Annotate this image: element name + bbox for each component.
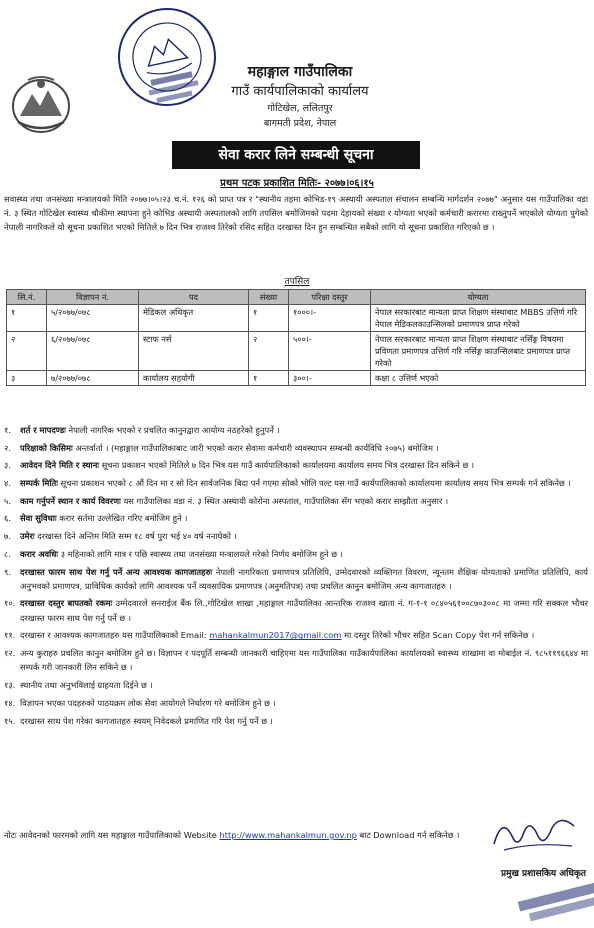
cell-sn: ३ xyxy=(7,371,47,386)
term-text: स्थानीय तथा अनुभविलाई ग्राहयता दिईने छ । xyxy=(20,680,153,691)
cell-qualification: नेपाल सरकारबाट मान्यता प्राप्त शिक्षण संस्थाबाट MBBS उत्तिर्ण गरि नेपाल मेडिकलकाउन्सिलको प्रमाणपत्र प्राप्त गरेको xyxy=(371,305,586,332)
col-header-count: संख्या xyxy=(249,290,289,305)
note-text-after: बाट Download गर्न सकिनेछ । xyxy=(356,830,460,840)
term-label: आवेदन दिने मिति र स्थानः xyxy=(20,460,99,471)
signature-icon xyxy=(484,806,584,856)
table-caption: तपसिल xyxy=(284,277,310,287)
term-text: ३ महिनाको लागि मात्र र पछि स्वास्थ्य तथा जनसंख्या मन्त्रालयले गरेको निर्णय बमोजिम हुने छ । xyxy=(58,548,343,559)
term-number: ५. xyxy=(4,495,11,506)
term-text: दरखास्त साथ पेश गरेका कागजातहरु स्वयम् निवेदकले प्रमाणित गरि पेश गर्नु पर्ने छ । xyxy=(20,715,273,726)
term-text: विज्ञापन भएका पदहरुको पाठयक्रम लोक सेवा आयोगले निर्धारण गरे बमोजिम हुने छ । xyxy=(20,697,276,708)
term-text: नेपाली नागरिक भएको र प्रचलित कानुनद्वारा आयोग्य नठहरेको हुनुपर्ने । xyxy=(65,425,280,435)
term-item xyxy=(4,628,588,642)
term-text: दरखास्त र आवश्यक कागजातहरु यस गाउँपालिकाको Email: xyxy=(20,630,210,641)
letterhead xyxy=(150,62,450,131)
term-number: १३. xyxy=(4,680,16,691)
cell-sn: १ xyxy=(7,305,47,332)
col-header-qualification: योग्यता xyxy=(371,290,586,305)
cell-ad-no: ५/२०७७/०७८ xyxy=(47,305,139,332)
term-number: ६. xyxy=(4,513,11,524)
term-item xyxy=(4,458,588,472)
term-label: काम गर्नुपर्ने स्थान र कार्य विवरणः xyxy=(20,495,121,506)
term-item xyxy=(4,423,588,437)
term-text: अन्तर्वार्ता । (महाङ्गाल गाउँपालिकाबाट जारी भएको करार सेवामा कर्मचारी व्यवस्थापन सम्बन्धी कार्यविधि २०७५) बमोजिम । xyxy=(72,442,439,453)
email-link[interactable]: mahankalmun2017@gmail.com xyxy=(209,630,342,641)
term-item xyxy=(4,511,588,525)
cell-post: मेडिकल अधिकृत xyxy=(139,305,249,332)
cell-post: कार्यालय सहयोगी xyxy=(139,371,249,386)
office-name: महाङ्गाल गाउँपालिका xyxy=(247,64,353,80)
term-item xyxy=(4,547,588,561)
cell-fee: ५००।- xyxy=(289,332,371,371)
table-row xyxy=(7,305,586,332)
term-number: ४. xyxy=(4,478,11,489)
office-province: बागमती प्रदेश, नेपाल xyxy=(263,118,337,129)
term-label: सम्पर्क मितिः xyxy=(20,478,58,489)
term-item xyxy=(4,529,588,543)
cell-post: स्टाफ नर्स xyxy=(139,332,249,371)
col-header-fee: परिक्षा दस्तुर xyxy=(289,290,371,305)
nepal-emblem-icon xyxy=(8,72,74,138)
col-header-post: पद xyxy=(139,290,249,305)
officer-stamp-icon xyxy=(508,868,594,928)
term-item xyxy=(4,678,588,692)
website-link[interactable]: http://www.mahankalmun.gov.np xyxy=(219,830,357,840)
term-label: सेवा सुविधाः xyxy=(20,513,57,524)
term-label: शर्त र मापदण्डः xyxy=(20,425,66,435)
term-number: ३. xyxy=(4,460,11,471)
term-number: १२. xyxy=(4,648,16,659)
table-row xyxy=(7,332,586,371)
office-location: गोटिखेल, ललितपुर xyxy=(267,103,333,114)
term-item xyxy=(4,476,588,490)
term-item xyxy=(4,494,588,508)
col-header-sn: सि.नं. xyxy=(7,290,47,305)
term-item xyxy=(4,565,588,594)
term-number: ८. xyxy=(4,548,11,559)
term-item xyxy=(4,646,588,675)
published-date: प्रथम पटक प्रकाशित मितिः- २०७७।०६।१५ xyxy=(220,178,374,189)
note-text: नोटः आवेदनको फारमको लागि यस महाङ्गाल गाउँपालिकाको Website xyxy=(4,830,220,840)
term-item xyxy=(4,696,588,710)
term-number: १०. xyxy=(4,598,16,609)
term-label: करार अवधिः xyxy=(20,548,59,559)
term-item xyxy=(4,714,588,728)
cell-count: १ xyxy=(249,371,289,386)
term-text-after: मा दस्तुर तिरेको भौचर सहित Scan Copy पेश गर्न सकिनेछ । xyxy=(341,630,535,641)
term-text: नेपाली नागरिकता प्रमाणपत्र प्रतिलिपि, उम्मेदवारको व्यक्तिगत विवरण, न्यूनतम शैक्षिक योग्यताको प्रमाणित प्रतिलिपि, कार्य अनुभवको प्रमाणपत्र, प्राविधिक कार्यको लागि आवश्यक पर्ने व्यवसायिक प्रमाणपत्र (अनुमतिपत्र) तथा प्रचलित कानुन बमोजिम अन्य कागजातहरु । xyxy=(20,566,588,591)
table-row xyxy=(7,371,586,386)
term-text: उम्मेदवारले सनराईज बैंक लि.,गोटिखेल शाखा ,महाङ्गाल गाउँपालिका आन्तरिक राजश्व खाता नं. ग-१-१ ०८४०५६१००८७०३००८ मा जम्मा गरि सक्कल भौचर दरखास्त फारम साथ पेश गर्नु पर्ने छ । xyxy=(20,598,588,623)
signer-title: प्रमुख प्रशासकिय अधिकृत xyxy=(500,869,586,879)
term-number: ११. xyxy=(4,630,16,641)
term-text: करार सर्तमा उल्लेखित गरिए बमोजिम हुने । xyxy=(56,513,188,524)
cell-qualification: कक्षा ८ उत्तिर्ण भएको xyxy=(371,371,586,386)
table-header-row xyxy=(7,290,586,305)
term-item xyxy=(4,596,588,625)
term-label: उमेरः xyxy=(20,531,35,542)
term-number: २. xyxy=(4,442,11,453)
term-text: सूचना प्रकाशन भएको ८ औं दिन मा र सो दिन सार्वजनिक बिदा पर्न गएमा सोको भोलि पल्ट यस गाउँ कार्यपालिकाको कार्यालयमा कार्यालय समय भित्र सम्पर्क गर्न सकिनेछ । xyxy=(57,478,571,489)
cell-ad-no: ७/२०७७/०७८ xyxy=(47,371,139,386)
term-text: यस गाउँपालिका वडा नं. ३ स्थित अस्थायी कोरोना अस्पताल, गाउँपालिका सँग भएको करार सम्झौता अनुसार । xyxy=(120,495,449,506)
intro-paragraph: सवास्थ्य तथा जनसंख्या मन्त्रालयको मिति २०७७।०५।२३ च.नं. १२६ को प्राप्त पत्र र "स्थानीय तहमा कोभिड-१९ अस्थायी अस्पताल संचालन सम्बन्धि मार्गदर्शन २०७७" अनुसार यस गाउँपालिका वडा नं. ३ स्थित गोटिखेल स्वास्थ्य चौकीमा स्थापना हुने कोभिड अस्थायी अस्पतालको लागि तपसिल बमोजिमको पदमा देहायको संख्या र योग्यता भएको कर्मचारी करारमा राख्नुपर्ने भएकोले योग्यता पुगेको नेपाली नागरिकले यो सूचना प्रकाशित भएको मितिले ७ दिन भित्र राजश्व तिरेको रसिद सहित दरखास्त दिन हुन सम्बन्धित सबैको लागि यो सूचना प्रकाशित गरिएको छ । xyxy=(4,194,588,233)
col-header-ad-no: विज्ञापन नं. xyxy=(47,290,139,305)
cell-ad-no: ६/२०७७/०७८ xyxy=(47,332,139,371)
terms-list xyxy=(4,423,588,731)
cell-sn: २ xyxy=(7,332,47,371)
cell-count: १ xyxy=(249,305,289,332)
term-number: १५. xyxy=(4,715,16,726)
term-item xyxy=(4,441,588,455)
term-number: १४. xyxy=(4,697,16,708)
term-number: ७. xyxy=(4,531,11,542)
cell-fee: १०००।- xyxy=(289,305,371,332)
cell-qualification: नेपाल सरकारबाट मान्यता प्राप्त शिक्षण संस्थाबाट नर्सिङ्ग विषयमा प्रविणता प्रमाणपत्र उत्तिर्ण गरि नर्सिङ्ग काउन्सिलबाट प्रमाणपत्र प्राप्त गरेको xyxy=(371,332,586,371)
office-subtitle: गाउँ कार्यपालिकाको कार्यालय xyxy=(231,84,369,99)
term-text: दरखास्त दिने अन्तिम मिति सम्म १८ वर्ष पुरा भई ४० वर्ष ननाघेको । xyxy=(34,531,237,542)
term-number: ९. xyxy=(4,566,11,577)
term-number: १. xyxy=(4,425,11,435)
vacancy-table xyxy=(6,289,586,386)
term-label: दरखास्त दस्तुर बापतको रकमः xyxy=(20,598,113,609)
term-label: दरखास्त फारम साथ पेश गर्नु पर्ने अन्य आवश्यक कागजातहरुः xyxy=(20,566,213,577)
term-label: परिक्षाको किसिमः xyxy=(20,442,73,453)
notice-title: सेवा करार लिने सम्बन्धी सूचना xyxy=(172,141,420,169)
cell-count: २ xyxy=(249,332,289,371)
term-text: सूचना प्रकाशन भएको मितिले ७ दिन भित्र यस गाउँ कार्यपालिकाको कार्यालयमा कार्यालय समय भित्र दरखास्त दिन सकिने छ । xyxy=(99,460,475,471)
term-text: अन्य कुराहरु प्रचलित कानुन बमोजिम हुने छ। विज्ञापन र पदपूर्ति सम्बन्धी जानकारी चाहिएमा यस गाउँपालिका गाउँकार्यपालिका कार्यालयको स्वास्थ्य शाखामा वा मोबाईल नं. ९८५११९६६४४ मा सम्पर्क गरी जानकारी लिन सकिने छ । xyxy=(20,648,588,673)
cell-fee: ३००।- xyxy=(289,371,371,386)
